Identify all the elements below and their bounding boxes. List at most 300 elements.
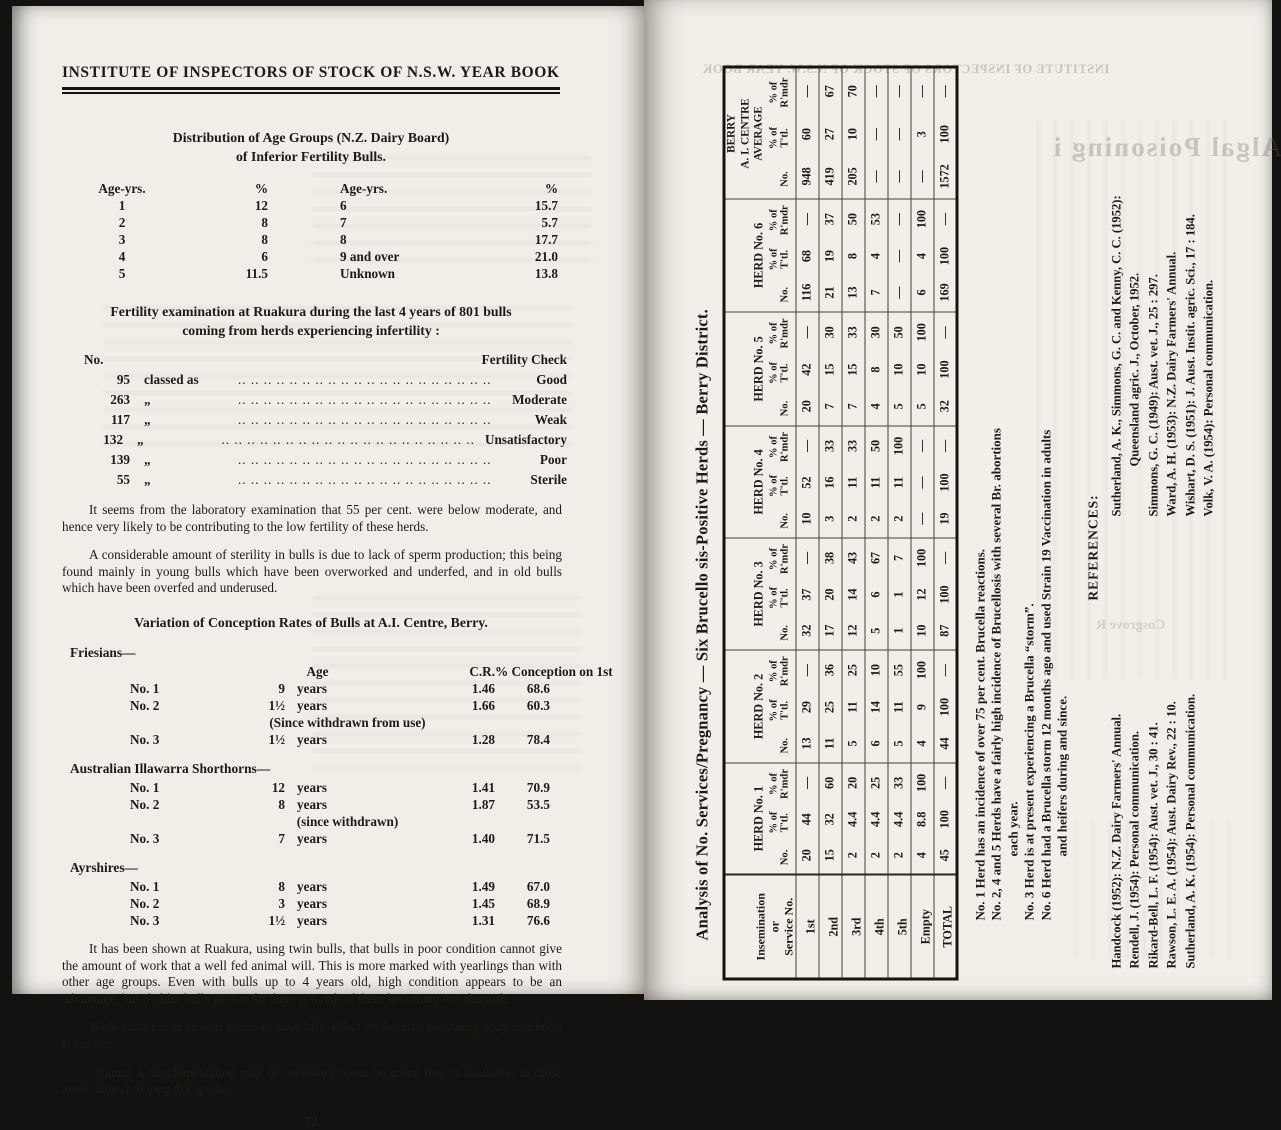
reference-entry: Ward, A. H. (1953): N.Z. Dairy Farmers' Annual. [1164,251,1179,517]
percent-value: 6 [261,249,268,264]
data-value: 60 [822,776,837,789]
herd-data-cell [819,763,842,875]
herd-data-cell [796,312,819,426]
bull-count: 132 [103,432,124,447]
bull-number: No. 1 [130,779,160,795]
column-header-herd [724,650,796,763]
data-value: 14 [868,700,883,714]
conception-percent: 68.6 [526,680,550,696]
cell-values [869,313,884,426]
dot-leader [221,430,475,450]
percent-of-label: % of [768,772,779,796]
data-value: — [914,439,929,453]
herd-data-cell [842,538,865,650]
bull-number: No. 3 [130,731,160,747]
data-value: — [937,664,951,677]
fertility-grade: Good [536,372,567,387]
herd-notes [972,8,1071,921]
data-value: 25 [845,664,860,677]
cell-values [937,313,952,426]
breed-table-row [90,680,590,697]
herd-data-cell [911,426,934,538]
percent-of-label: % of [768,548,779,571]
data-value: 2 [891,515,906,522]
herd-data-cell [888,312,911,426]
data-value: 5 [891,740,906,747]
data-value: 67 [822,85,837,98]
age-value: 5 [118,266,126,281]
data-value: 100 [937,125,951,144]
data-value: 15 [822,849,837,862]
subcolumn-label: R'mdr [779,656,791,687]
bull-count: 263 [110,392,130,407]
data-value: 100 [937,246,951,266]
herd-data-cell [819,538,842,650]
bull-number: No. 2 [130,697,160,713]
cell-values [869,764,884,875]
left-page [12,6,644,1129]
subheader-columns [780,200,796,312]
data-value: 27 [822,128,837,141]
subcolumn-label: T'tl. [779,813,791,833]
analysis-table [723,66,959,981]
data-value: — [868,85,883,98]
cell-values [915,69,930,199]
spacer [90,714,200,731]
percent-value: 15.7 [534,198,558,213]
subcolumn-label: No. [779,171,791,187]
cell-values [869,651,884,763]
data-value: 20 [799,849,814,862]
bull-count: 95 [116,372,130,387]
subcolumn-label: No. [779,286,791,303]
subcolumn-label: T'tl. [779,363,791,383]
data-value: 32 [799,624,814,637]
data-value: 100 [891,436,906,456]
data-value: 419 [822,167,837,186]
herd-data-cell [865,650,888,763]
data-value: 11 [868,476,883,489]
data-value: 25 [822,700,837,714]
conception-percent: 71.5 [526,830,550,846]
herd-data-cell [888,538,911,650]
herd-data-cell [796,538,819,650]
data-value: 20 [845,776,860,789]
percent-of-label: % of [768,361,779,385]
dot-leader [238,470,520,490]
data-value: 5 [845,740,860,747]
data-value: — [937,439,951,453]
percent-of-label: % of [768,474,779,497]
age-unit: years [297,680,328,696]
herd-note-line: No. 1 Herd has an incidence of over 75 per cent. Brucella reactions. [972,548,987,921]
data-value: 100 [914,323,929,342]
percent-value: 13.8 [534,266,558,281]
data-value: 10 [891,363,906,376]
data-value: — [868,170,883,183]
cell-values [869,427,884,538]
age-unit: years [297,796,328,812]
data-value: 45 [937,849,951,862]
data-value: 60 [799,128,814,141]
age-value: 1½ [268,697,285,713]
herd-data-cell [934,763,957,875]
data-value: 100 [937,473,951,492]
service-number-label: 5th [888,875,911,979]
subheader-percent-of [768,427,780,538]
cell-values [823,764,838,875]
spacer [768,160,780,199]
column-header-age: Age-yrs. [98,181,146,196]
data-value: 16 [822,476,837,489]
data-value: 2 [845,852,860,859]
service-number-label: TOTAL [934,875,957,979]
spacer [768,729,780,763]
data-value: 1 [891,591,906,598]
spacer [768,504,780,537]
cell-values [846,69,861,199]
data-value: 42 [799,363,814,376]
conception-rate: 1.46 [471,680,495,696]
subcolumn-label: No. [779,513,791,529]
herd-name-line: HERD No. 4 [751,449,766,515]
data-value: 29 [799,700,814,714]
herd-data-cell [842,67,865,199]
bull-number: No. 1 [130,878,160,894]
herd-name-line: HERD No. 1 [751,786,766,852]
reference-entry: Sutherland, A. K. (1954): Personal communication. [1183,693,1197,969]
age-value: 8 [340,232,347,247]
age-value: 4 [118,249,126,264]
conception-rate: 1.28 [471,731,495,747]
service-number-label: 2nd [819,875,842,979]
references-column-left [1107,517,1218,969]
header-line: Insemination [753,893,767,961]
data-value: — [914,85,929,98]
data-value: — [868,128,883,141]
data-value: 4.4 [845,811,860,827]
analysis-data-row [888,67,911,979]
data-value: — [799,551,814,565]
dot-leader [238,370,526,390]
data-value: 5 [868,627,883,634]
percent-of-label: % of [768,209,779,232]
data-value: 2 [868,852,883,859]
age-table-row [62,231,562,248]
data-value: 8 [868,366,883,373]
data-value: 4 [914,852,929,859]
age-table-row [62,214,562,231]
data-value: 10 [914,363,929,376]
data-value: — [937,213,951,226]
percent-of-label: % of [768,81,779,104]
subcolumn-label: T'tl. [779,588,791,608]
fertility-list-row [62,450,567,470]
herd-data-cell [865,67,888,199]
age-table-row [62,248,562,265]
data-value: 37 [822,213,837,226]
data-value: 17 [822,624,837,637]
conception-percent: 60.3 [526,697,550,713]
ditto-mark: „ [144,452,151,467]
data-value: — [937,85,951,98]
bull-number: No. 1 [130,680,160,696]
age-value: Unknown [340,266,395,281]
column-header-percent: % [544,181,558,196]
data-value: 30 [822,326,837,339]
data-value: — [937,326,951,339]
data-value: 33 [822,439,837,453]
data-value: 116 [799,283,814,302]
cell-values [915,200,930,312]
bull-number: No. 2 [130,895,160,911]
data-value: 13 [799,737,814,750]
herd-name-line: HERD No. 2 [751,673,766,740]
herd-data-cell [934,199,957,312]
spacer [768,278,780,312]
paragraph-protein: Wide variation in protein seems to have little effect on fertility, providing body condition is kept up. [62,1019,562,1051]
data-value: 68 [799,249,814,263]
cell-values [823,200,838,312]
age-unit: years [297,895,328,911]
data-value: — [937,776,951,789]
cell-values [800,200,815,312]
cell-values [823,313,838,426]
subcolumn-label: R'mdr [779,544,791,575]
data-value: 36 [822,664,837,677]
fertility-grade: Weak [534,412,567,427]
service-number-label: Empty [911,875,934,979]
cell-values [800,69,815,199]
herd-data-cell [865,426,888,538]
age-value: 7 [340,215,347,230]
data-value: 50 [868,439,883,453]
cell-values [800,313,815,426]
withdrawn-note: (since withdrawn) [296,813,399,829]
data-value: 11 [845,476,860,489]
reference-entry: Handcock (1952): N.Z. Dairy Farmers' Annual. [1109,713,1123,969]
subcolumn-label: R'mdr [779,432,791,463]
herd-data-cell [865,312,888,426]
breed-table-row [90,731,590,748]
conception-percent: 78.4 [526,731,550,747]
cell-values [892,69,907,199]
cell-values [892,313,907,426]
bull-number: No. 3 [130,830,160,846]
herd-data-cell [819,312,842,426]
data-value: 10 [914,624,929,637]
percent-value: 8 [261,215,268,230]
service-number-label: 3rd [842,875,865,979]
dot-leader [238,410,525,430]
cell-values [800,427,815,538]
reference-entry: Rendell, J. (1954): Personal communication. [1127,730,1142,969]
age-value: 1½ [268,731,285,747]
spacer [90,663,200,680]
column-header-herd [724,426,796,538]
cell-values [800,764,815,875]
cell-values [892,427,907,538]
subcolumn-label: R'mdr [779,318,791,349]
running-head: INSTITUTE OF INSPECTORS OF STOCK OF N.S.W. YEAR BOOK [62,64,560,90]
herd-data-cell [842,426,865,538]
conception-rate: 1.40 [471,830,495,846]
data-value: — [799,85,814,98]
percent-of-label: % of [768,436,779,459]
subheader-columns [780,69,796,199]
data-value: 33 [845,439,860,453]
cell-values [846,427,861,538]
herd-note-line: No. 2, 4 and 5 Herds have a fairly high incidence of Brucellosis with several Br. abortions [988,428,1004,921]
breed-name: Australian Illawarra Shorthorns— [70,760,271,776]
paragraph-vitamin-a: Vitamin A supplementation may be necessary when no green feed is available, in those areas subject to long dry spells. [62,1064,562,1097]
subheader-percent-of [768,69,780,199]
cell-values [846,313,861,426]
herd-note-line: No. 3 Herd is at present experiencing a Brucella “storm”. [1021,603,1037,921]
reference-entry: Rawson, L. E. A. (1954): Aust. Dairy Rev., 22 : 10. [1164,701,1179,969]
section-title-age-distribution [62,128,560,166]
ditto-mark: „ [144,412,151,427]
age-value: 3 [118,232,126,247]
references-column-right [1107,8,1218,517]
analysis-title: Analysis of No. Services/Pregnancy — Six Brucello sis-Positive Herds — Berry District. [692,309,712,941]
age-value: 9 [278,680,285,696]
section-title-line: of Inferior Fertility Bulls. [236,149,386,164]
age-table-header-row [62,180,562,197]
percent-value: 11.5 [245,266,268,281]
cell-values [823,539,838,650]
analysis-data-row [865,67,888,979]
column-header-age: Age [306,663,329,679]
herd-name-line: HERD No. 5 [751,336,766,402]
cell-values [915,539,930,650]
data-value: 7 [891,554,906,561]
conception-rate: 1.49 [471,878,495,894]
data-value: — [799,776,814,789]
herd-data-cell [796,199,819,312]
fertility-list-row [62,410,567,430]
data-value: 20 [822,588,837,601]
dot-leader [238,450,530,470]
data-value: 10 [868,664,883,677]
data-value: 100 [914,660,929,680]
analysis-data-row [796,67,819,979]
percent-of-label: % of [768,699,779,722]
show-through-title: Algal Poisoning i [1052,132,1281,162]
herd-name-line: HERD No. 6 [751,222,766,289]
ditto-mark: classed as [144,372,199,387]
column-header-herd [724,763,796,875]
subheader-columns [780,427,796,538]
data-value: 11 [845,701,860,713]
breed-table-row [90,895,590,912]
herd-data-cell [819,650,842,763]
spacer [90,813,200,830]
data-value: 32 [937,400,951,413]
service-number-label: 1st [796,875,819,979]
cell-values [823,427,838,538]
data-value: 100 [937,585,951,604]
herd-data-cell [819,67,842,199]
breed-table-row [90,878,590,895]
data-value: 100 [937,360,951,379]
conception-percent: 67.0 [526,878,550,894]
data-value: 6 [868,740,883,747]
herd-data-cell [888,763,911,875]
analysis-data-row [911,67,934,979]
data-value: 4 [914,253,929,260]
data-value: 5 [891,403,906,410]
fertility-list-header [62,350,567,370]
herd-data-cell [911,650,934,763]
reference-entry: Sutherland, A. K., Simmons, G. C. and Kenny, C. C. (1952): [1109,195,1123,517]
reference-entry: Rikard-Bell, L. F. (1954): Aust. vet. J., 30 : 41. [1146,722,1160,969]
herd-data-cell [888,650,911,763]
data-value: 4.4 [891,811,906,827]
subheader-percent-of [768,651,780,763]
data-value: 10 [845,128,860,141]
data-value: 7 [822,403,837,410]
conception-rate: 1.41 [471,779,495,795]
data-value: 52 [799,476,814,489]
subheader-percent-of [768,200,780,312]
herd-data-cell [796,426,819,538]
fertility-grade: Unsatisfactory [484,432,567,447]
herd-data-cell [911,538,934,650]
herd-note-line: each year. [1005,801,1020,857]
herd-data-cell [842,650,865,763]
service-number-label: 4th [865,875,888,979]
spacer [768,616,780,649]
herd-data-cell [911,763,934,875]
data-value: 8 [845,253,860,260]
percent-of-label: % of [768,322,779,345]
herd-name-line: A. I. CENTRE [739,98,751,169]
conception-rate: 1.45 [471,895,495,911]
herd-data-cell [842,763,865,875]
herd-name-line: BERRY [725,114,738,153]
percent-value: 8 [261,232,268,247]
fertility-list-row [62,390,567,410]
data-value: — [891,85,906,98]
data-value: — [937,551,951,565]
reference-entry: Volk, V. A. (1954): Personal communication. [1201,279,1216,517]
data-value: 1572 [937,164,951,189]
age-value: 6 [340,198,347,213]
bull-count: 55 [116,472,130,487]
conception-percent: 76.6 [526,912,550,928]
data-value: 8.8 [914,811,929,827]
fertility-grade: Sterile [530,472,567,487]
subcolumn-label: T'tl. [779,700,791,720]
data-value: 15 [845,363,860,376]
age-table-row [62,265,562,282]
cell-values [823,651,838,763]
data-value: 32 [822,813,837,826]
subcolumn-label: T'tl. [779,128,791,148]
cell-values [846,764,861,875]
data-value: 25 [868,776,883,789]
column-header-fertility-check: Fertility Check [481,352,567,367]
age-value: 9 and over [340,249,400,264]
subheader-percent-of [768,313,780,426]
breed-table-row [90,796,590,813]
data-value: 3 [822,515,837,522]
fertility-list-row [62,370,567,390]
subcolumn-label: No. [779,400,791,417]
subcolumn-label: R'mdr [779,77,791,108]
fertility-list-row [62,430,567,450]
